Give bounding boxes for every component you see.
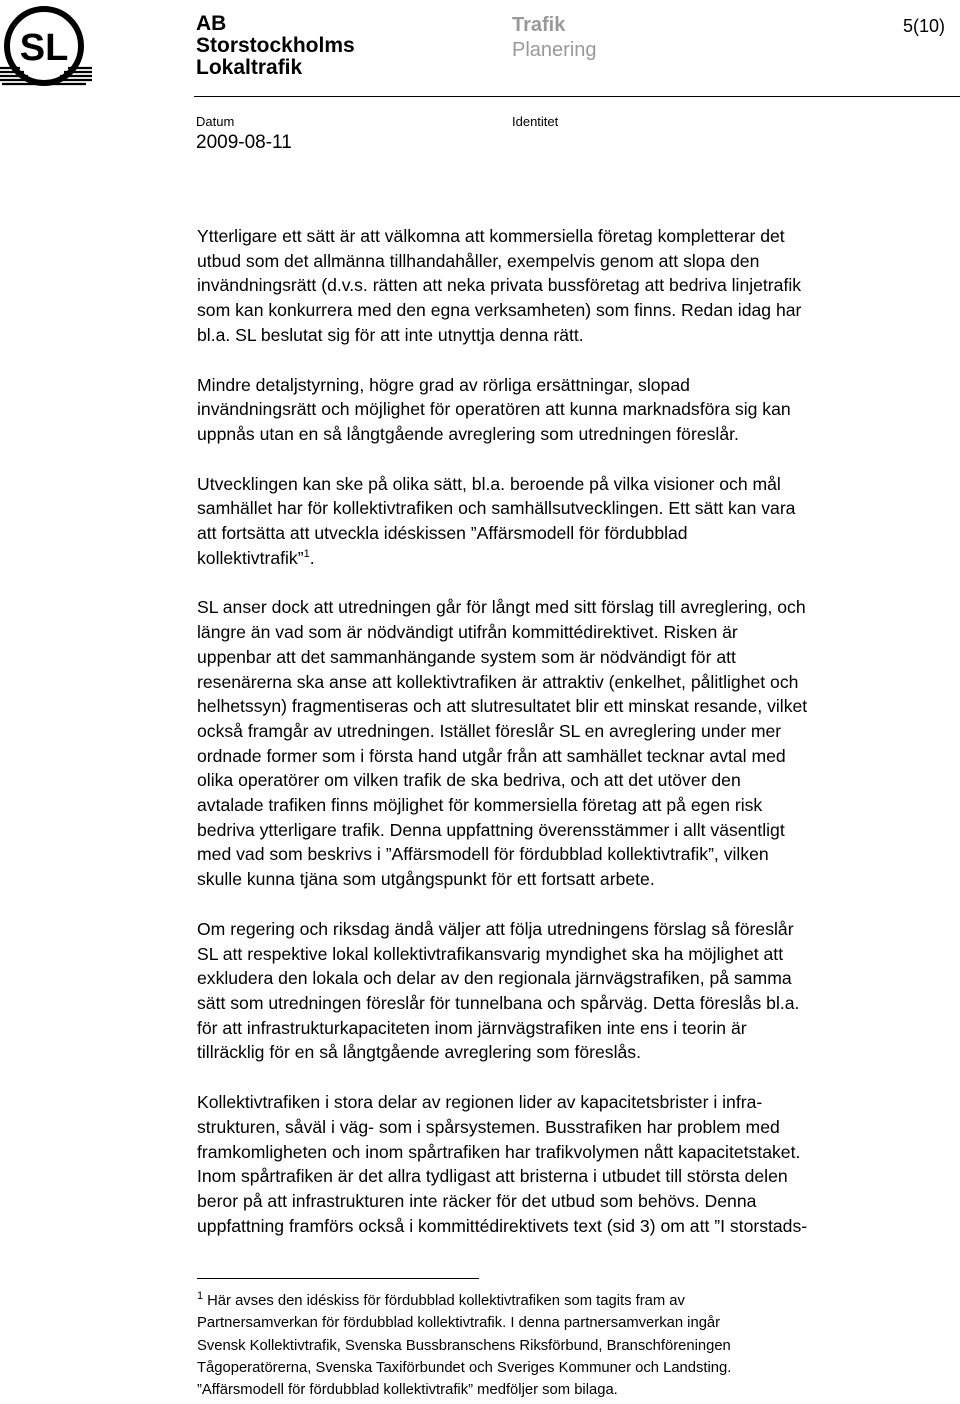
department-block [512,13,597,63]
text-line: skulle kunna tjäna som utgångspunkt för ett fortsatt arbete. [197,869,655,890]
text-line: helhetssyn) fragmentiseras och att slutresultatet blir ett minskat resande, vilket [197,696,808,717]
footnote-line: Svensk Kollektivtrafik, Svenska Bussbranschens Riksförbund, Branschföreningen [197,1337,731,1354]
text-line: med vad som beskrivs i ”Affärsmodell för fördubblad kollektivtrafik”, vilken [197,844,769,865]
text-line: också framgår av utredningen. Istället föreslår SL en avreglering under mer [197,720,782,741]
subdepartment: Planering [512,39,597,61]
text-line: resenärerna ska anse att kollektivtrafiken är attraktiv (enkelhet, pålitlighet och [197,671,799,692]
text-line: Kollektivtrafiken i stora delar av regionen lider av kapacitetsbrister i infra- [197,1092,763,1113]
text-line: SL att respektive lokal kollektivtrafikansvarig myndighet ska ha möjlighet att [197,943,784,964]
text-line: SL anser dock att utredningen går för långt med sitt förslag till avreglering, och [197,597,806,618]
sl-logo [0,6,92,88]
text-line: för att infrastrukturkapaciteten inom järnvägstrafiken inte ens i teorin är [197,1017,747,1038]
text-line: längre än vad som är nödvändigt utifrån kommittédirektivet. Risken är [197,622,738,643]
text-line: bedriva ytterligare trafik. Denna uppfattning överensstämmer i allt väsentligt [197,819,785,840]
text-line: invändningsrätt (d.v.s. rätten att neka privata bussföretag att bedriva linjetrafik [197,275,802,296]
text-line: beror på att infrastrukturen inte räcker för det utbud som behövs. Denna [197,1190,757,1211]
text-line: framkomligheten och inom spårtrafiken har trafikvolymen nått kapacitetstaket. [197,1141,801,1162]
department: Trafik [512,14,566,36]
paragraph [197,224,957,348]
footnote-reference[interactable]: 1 [303,547,310,560]
text-line: Mindre detaljstyrning, högre grad av rörliga ersättningar, slopad [197,374,690,395]
date-label: Datum [196,114,235,129]
text-line: ordnade former som i första hand utgår från att samhället tecknar avtal med [197,745,786,766]
text-line [197,546,957,571]
footnote-marker: 1 [197,1290,204,1302]
identity-label: Identitet [512,114,559,129]
company-line: AB [196,12,227,35]
text-line: Inom spårtrafiken är det allra tydligast att bristerna i utbudet till största delen [197,1166,788,1187]
text-fragment: . [309,547,315,568]
text-line: bl.a. SL beslutat sig för att inte utnyttja denna rätt. [197,324,584,345]
paragraph [197,1090,957,1238]
company-line: Lokaltrafik [196,56,303,79]
paragraph [197,373,957,447]
document-date: 2009-08-11 [196,132,292,153]
paragraph [197,595,957,891]
text-line: sätt som utredningen föreslår för tunnelbana och spårväg. Detta föreslås bl.a. [197,992,800,1013]
text-line: tillräcklig för en så långtgående avreglering som föreslås. [197,1042,641,1063]
text-line: exkludera den lokala och delar av den regionala järnvägstrafiken, på samma [197,968,792,989]
paragraph [197,472,957,571]
text-line: Ytterligare ett sätt är att välkomna att kommersiella företag kompletterar det [197,226,785,246]
text-line: avtalade trafiken finns möjlighet för kommersiella företag att på egen risk [197,795,763,816]
footnote-line: Partnersamverkan för fördubblad kollektivtrafik. I denna partnersamverkan ingår [197,1315,721,1332]
footnote-line: ”Affärsmodell för fördubblad kollektivtrafik” medföljer som bilaga. [197,1382,618,1399]
footnote-line [197,1290,957,1312]
text-line: olika operatörer om vilken trafik de ska bedriva, och att det utöver den [197,770,741,791]
text-line: att fortsätta att utveckla idéskissen ”Affärsmodell för fördubblad [197,523,688,544]
text-line: som kan konkurrera med den egna verksamheten) som finns. Redan idag har [197,300,802,321]
text-line: invändningsrätt och möjlighet för operatören att kunna marknadsföra sig kan [197,399,791,420]
logo-text: SL [19,27,69,69]
text-line: utbud som det allmänna tillhandahåller, exempelvis genom att slopa den [197,250,760,271]
text-line: samhället har för kollektivtrafiken och samhällsutvecklingen. Ett sätt kan vara [197,498,796,519]
footnote [197,1290,957,1401]
text-line: uppnås utan en så långtgående avreglering som utredningen föreslår. [197,423,739,444]
company-name [196,13,355,79]
text-line: Utvecklingen kan ske på olika sätt, bl.a. beroende på vilka visioner och mål [197,473,781,494]
document-body [197,224,957,1238]
letterhead [0,0,960,160]
text-line: Om regering och riksdag ändå väljer att följa utredningens förslag så föreslår [197,918,794,939]
header-divider [194,96,960,97]
page-number: 5(10) [903,16,946,36]
paragraph [197,917,957,1065]
footnote-divider [197,1278,479,1279]
text-line: strukturen, såväl i väg- som i spårsystemen. Busstrafiken har problem med [197,1116,780,1137]
footnote-line: Tågoperatörerna, Svenska Taxiförbundet och Sveriges Kommuner och Landsting. [197,1359,732,1376]
text-line: uppenbar att det sammanhängande system som är nödvändigt för att [197,646,736,667]
text-fragment: kollektivtrafik” [197,547,304,568]
company-line: Storstockholms [196,34,355,57]
text-fragment: Här avses den idéskiss för fördubblad kollektivtrafiken som tagits fram av [207,1293,685,1309]
text-line: uppfattning framförs också i kommittédirektivets text (sid 3) om att ”I storstads- [197,1215,808,1236]
